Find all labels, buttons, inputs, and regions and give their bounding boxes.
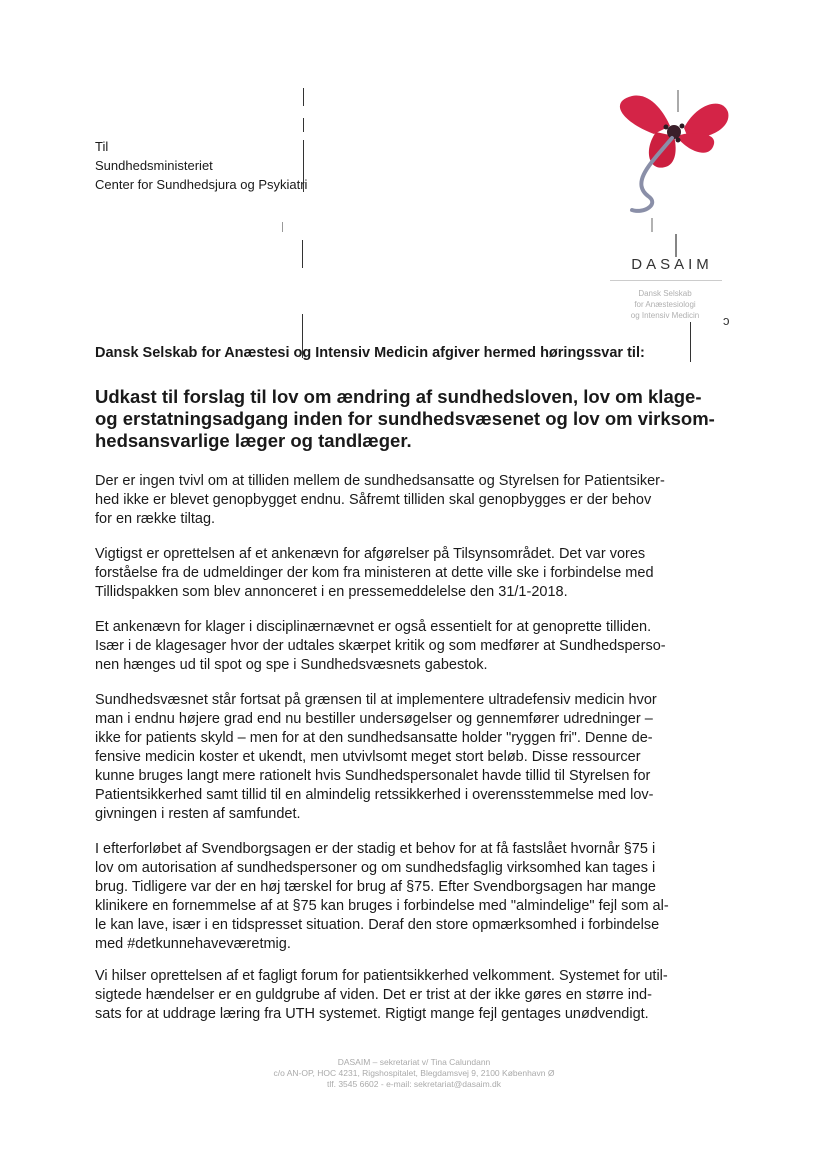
paragraph-line: fensive medicin koster et ukendt, men utvivlsomt meget stort beløb. Disse ressourcer <box>95 749 641 765</box>
paragraph-line: Især i de klagesager hvor der udtales skærpet kritik og som medfører at Sundhedsperso- <box>95 638 666 654</box>
scan-artifact-line <box>282 222 283 232</box>
paragraph-defensive-medicine <box>95 691 735 824</box>
paragraph-disciplinary <box>95 618 735 675</box>
logo-subtitle-line: Dansk Selskab <box>638 289 692 298</box>
footer-line: tlf. 3545 6602 - e-mail: sekretariat@dasaim.dk <box>327 1079 501 1089</box>
paragraph-line: Der er ingen tvivl om at tilliden mellem de sundhedsansatte og Styrelsen for Patientsiker- <box>95 473 665 489</box>
paragraph-line: for en række tiltag. <box>95 511 216 527</box>
paragraph-line: I efterforløbet af Svendborgsagen er der stadig et behov for at få fastslået hvornår §75 i <box>95 841 656 857</box>
logo-title: DASAIM <box>631 256 713 273</box>
logo-divider <box>610 280 722 281</box>
footer-line: c/o AN-OP, HOC 4231, Rigshospitalet, Blegdamsvej 9, 2100 København Ø <box>273 1068 555 1078</box>
address-line: Sundhedsministeriet <box>95 158 213 173</box>
paragraph-trust <box>95 472 735 529</box>
paragraph-line: sats for at uddrage læring fra UTH systemet. Rigtigt mange fejl gentages unødvendigt. <box>95 1006 649 1022</box>
address-line: Center for Sundhedsjura og Psykiatri <box>95 177 308 192</box>
paragraph-patient-safety-forum <box>95 967 735 1024</box>
paragraph-line: brug. Tidligere var der en høj tærskel for brug af §75. Efter Svendborgsagen har mange <box>95 879 656 895</box>
scan-artifact-line <box>303 118 304 132</box>
recipient-address <box>95 137 307 194</box>
address-line: Til <box>95 139 109 154</box>
paragraph-line: kunne bruges langt mere rationelt hvis Sundhedspersonalet havde tillid til Styrelsen for <box>95 768 651 784</box>
paragraph-line: Tillidspakken som blev annonceret i en pressemeddelelse den 31/1-2018. <box>95 584 568 600</box>
page-footer <box>0 1057 828 1090</box>
paragraph-line: hed ikke er blevet genopbygget endnu. Såfremt tilliden skal genopbygges er der behov <box>95 492 652 508</box>
paragraph-line: ikke for patients skyld – men for at den sundhedsansatte holder "ryggen fri". Denne de- <box>95 730 653 746</box>
paragraph-line: man i endnu højere grad end nu bestiller undersøgelser og gennemfører udredninger – <box>95 711 653 727</box>
logo-subtitle <box>600 288 730 321</box>
paragraph-line: nen hænges ud til spot og spe i Sundhedsvæsnets gabestok. <box>95 657 488 673</box>
dasaim-logo <box>592 82 732 332</box>
paragraph-line: Vi hilser oprettelsen af et fagligt forum for patientsikkerhed velkomment. Systemet for util- <box>95 968 668 984</box>
heading-line: og erstatningsadgang inden for sundhedsvæsenet og lov om virksom- <box>95 408 715 429</box>
stray-mark: ɔ <box>723 313 730 328</box>
scan-artifact-line <box>302 240 303 268</box>
paragraph-line: lov om autorisation af sundhedspersoner og om sundhedsfaglig virksomhed kan tages i <box>95 860 656 876</box>
heading-line: hedsansvarlige læger og tandlæger. <box>95 430 412 451</box>
paragraph-line: med #detkunnehaveværetmig. <box>95 936 291 952</box>
paragraph-svendborg <box>95 840 735 954</box>
scan-artifact-line <box>303 88 304 106</box>
paragraph-line: Et ankenævn for klager i disciplinærnævnet er også essentielt for at genoprette tilliden. <box>95 619 652 635</box>
poppy-flower-icon <box>592 82 732 257</box>
paragraph-line: Vigtigst er oprettelsen af et ankenævn for afgørelser på Tilsynsområdet. Det var vores <box>95 546 646 562</box>
paragraph-line: givningen i resten af samfundet. <box>95 806 301 822</box>
logo-subtitle-line: for Anæstesiologi <box>634 300 696 309</box>
paragraph-line: Sundhedsvæsnet står fortsat på grænsen til at implementere ultradefensiv medicin hvor <box>95 692 657 708</box>
paragraph-line: forståelse fra de udmeldinger der kom fra ministeren at dette ville ske i forbindelse med <box>95 565 654 581</box>
paragraph-line: Patientsikkerhed samt tillid til en almindelig retssikkerhed i overensstemmelse med lov- <box>95 787 654 803</box>
paragraph-line: sigtede hændelser er en guldgrube af viden. Det er trist at der ikke gøres en større ind- <box>95 987 652 1003</box>
intro-line: Dansk Selskab for Anæstesi og Intensiv Medicin afgiver hermed høringssvar til: <box>95 345 645 361</box>
footer-line: DASAIM – sekretariat v/ Tina Calundann <box>337 1057 491 1067</box>
heading-line: Udkast til forslag til lov om ændring af sundhedsloven, lov om klage- <box>95 386 702 407</box>
document-heading <box>95 386 735 452</box>
paragraph-line: klinikere en fornemmelse af at §75 kan bruges i forbindelse med "almindelige" fejl som al- <box>95 898 669 914</box>
paragraph-line: le kan lave, især i en tidspresset situation. Deraf den store opmærksomhed i forbindelse <box>95 917 660 933</box>
paragraph-appeals-board <box>95 545 735 602</box>
logo-subtitle-line: og Intensiv Medicin <box>630 311 700 320</box>
